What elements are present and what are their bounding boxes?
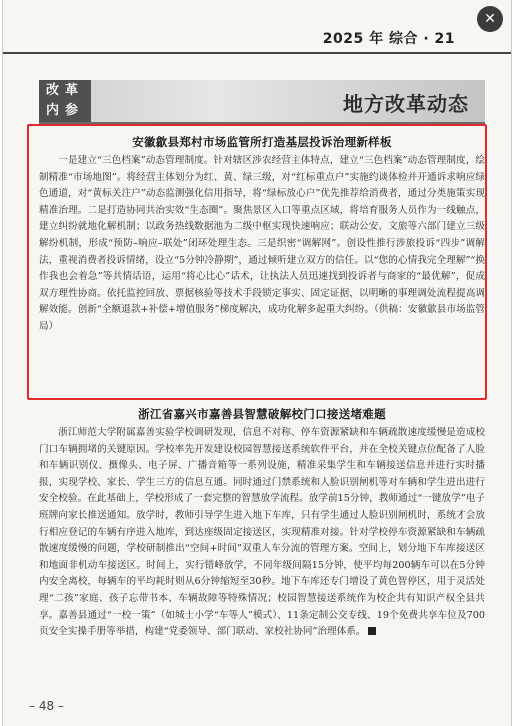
issue-label: 2025 年 综合 · 21 [322,31,455,47]
page-header [3,18,511,54]
column-badge-line1: 改革 [45,83,84,98]
close-icon[interactable]: ✕ [477,6,503,32]
article-title: 浙江省嘉兴市嘉善县智慧破解校门口接送堵难题 [138,407,386,421]
page-number: – 48 – [29,699,64,713]
section-banner [39,80,485,124]
article-body: 一是建立“三色档案”动态管理制度。针对辖区涉农经营主体特点，建立“三色档案”动态管理制度，绘制精准“市场地图”。将经营主体划分为红、黄、绿三级，对“红标重点户”实施约谈体检并开通诉求响应绿色通道，对“黄标关注户”动态监测强化信用指导，将“绿标放心户”优先推荐给消费者，通过分类施策实现精准治理。二是打造协同共治实效“生态圈”。聚焦景区入口等重点区域，将培育服务人员作为一线触点，建立纠纷就地化解机制；以政务热线数据池为二级中枢实现快速响应；联动公安、文旅等六部门建立三级解纷机制，形成“预防–响应–联处”闭环处理生态。三是织密“调解网”。创设性推行涉旅投诉“四步”调解法，重视消费者投诉情绪，设立“5分钟冷静期”，通过倾听建立双方的信任。以“您的心情我完全理解”“换作我也会着急”等共情话语，运用“将心比心”话术，让执法人员迅速找到投诉者与商家的“最优解”，促成双方理性协商。依托监控回放、票据核验等技术手段锁定事实、固定证据，以明晰的事理调处流程提高调解效能。创新“全额退款+补偿+增值服务”梯度解决，成功化解多起重大纠纷。（供稿：安徽歙县市场监管局） [39,155,485,332]
end-mark-icon [368,627,376,635]
column-badge [39,80,91,122]
article-title: 安徽歙县郑村市场监管所打造基层投诉治理新样板 [132,135,392,149]
article-zhejiang [39,406,485,641]
document-page [2,0,512,726]
article-anhui [39,134,485,336]
column-badge-line2: 内参 [45,103,84,118]
section-title: 地方改革动态 [343,92,469,116]
article-body: 浙江师范大学附属嘉善实验学校调研发现，信息不对称、停车资源紧缺和车辆疏散速度缓慢是造成校门口车辆拥堵的关键原因。学校率先开发建设校园智慧接送系统软件平台，并在全校关键点位配备了人脸和车辆识别仪、摄像头、电子屏、广播音箱等一系列设施，精准采集学生和车辆接送信息并进行实时播报，实现学校、家长、学生三方的信息互通。同时通过门禁系统和人脸识别闸机等对车辆和学生进出进行安全校验。在此基础上，学校形成了一套完整的智慧放学流程。放学前15分钟，教师通过“一键放学”电子班牌向家长推送通知。放学时，教师引导学生进入地下车库，只有学生通过人脸识别闸机时，系统才会放行相应登记的车辆有序进入地库，到达座级固定接送区，实现精准对接。针对学校停车资源紧缺和车辆疏散速度缓慢的问题，学校研制推出“空间+时间”双重人车分流的管理方案。空间上，划分地下车库接送区和地面非机动车接送区。时间上，实行错峰放学，不同年级间隔15分钟，使平均每200辆车可以在5分钟内安全离校，每辆车的平均耗时则从6分钟缩短至30秒。地下车库还专门增设了黄色智停区，用于灵活处理“二孩”家庭、孩子忘带书本、车辆故障等特殊情况；校园智慧接送系统作为校企共有知识产权全县共享。嘉善县通过“一校一策”（如城士小学“车等人”模式）、11条定制公交专线、19个免费共享车位及700页安全实操手册等举措，构建“党委领导、部门联动、家校社协同”治理体系。 [39,427,485,638]
